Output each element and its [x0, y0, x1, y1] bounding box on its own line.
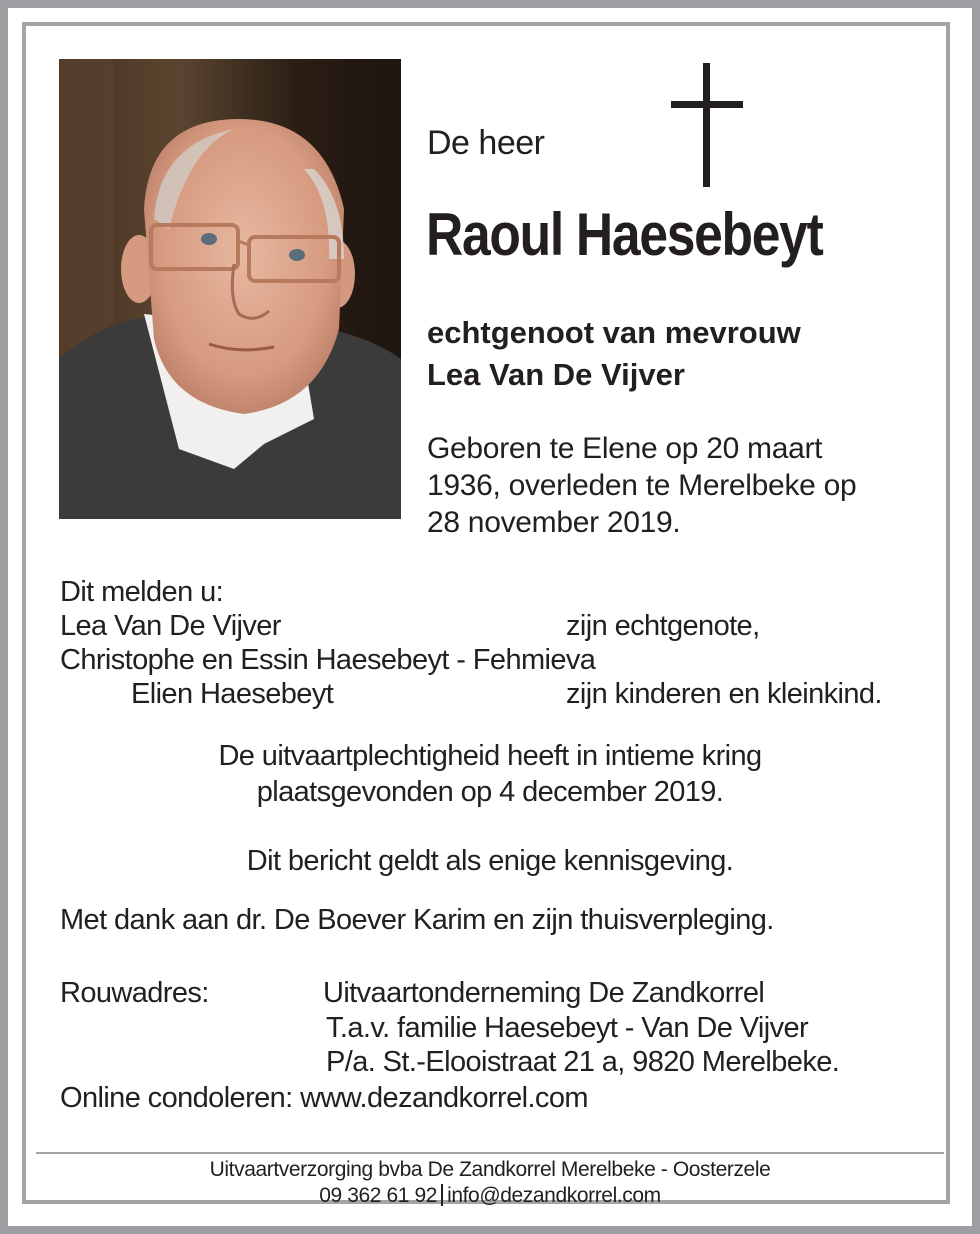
portrait-image [59, 59, 401, 519]
announcement-row [0, 610, 980, 646]
thanks: Met dank aan dr. De Boever Karim en zijn thuisverpleging. [60, 904, 774, 936]
cross-icon [671, 63, 743, 187]
birth-death-line: Geboren te Elene op 20 maart [427, 432, 823, 465]
relation: zijn echtgenote, [566, 610, 760, 642]
relative-name: Lea Van De Vijver [60, 610, 281, 642]
announcement-row [0, 678, 980, 714]
only-notice: Dit bericht geldt als enige kennisgeving. [246, 845, 734, 877]
mourning-address-label: Rouwadres: [60, 977, 209, 1009]
mourning-address-line: P/a. St.-Elooistraat 21 a, 9820 Merelbeke. [326, 1046, 840, 1078]
online-url-link[interactable]: www.dezandkorrel.com [300, 1082, 588, 1114]
online-label: Online condoleren: [60, 1082, 293, 1114]
announcement-row [0, 644, 980, 680]
funeral-line: De uitvaartplechtigheid heeft in intieme kring [218, 740, 762, 772]
mourning-address-line: T.a.v. familie Haesebeyt - Van De Vijver [326, 1012, 809, 1044]
spouse-line-1: echtgenoot van mevrouw [427, 315, 801, 350]
salutation: De heer [427, 124, 545, 162]
footer-email-link[interactable]: info@dezandkorrel.com [447, 1184, 661, 1207]
relative-name: Christophe en Essin Haesebeyt - Fehmieva [60, 644, 596, 676]
relation: zijn kinderen en kleinkind. [566, 678, 882, 710]
birth-death-line: 28 november 2019. [427, 506, 681, 539]
footer-phone[interactable]: 09 362 61 92 [319, 1184, 438, 1207]
online-condolence [60, 1082, 588, 1115]
birth-death-info [427, 430, 856, 541]
spouse-block [427, 312, 801, 396]
mourning-address-line: Uitvaartonderneming De Zandkorrel [323, 977, 765, 1009]
birth-death-line: 1936, overleden te Merelbeke op [427, 469, 857, 502]
separator [441, 1184, 443, 1206]
deceased-name: Raoul Haesebeyt [426, 201, 823, 268]
footer-divider [36, 1152, 944, 1154]
footer-company: Uitvaartverzorging bvba De Zandkorrel Merelbeke - Oosterzele [209, 1158, 771, 1181]
relative-name: Elien Haesebeyt [131, 678, 334, 710]
portrait-photo [59, 59, 401, 519]
spouse-line-2: Lea Van De Vijver [427, 357, 685, 392]
funeral-line: plaatsgevonden op 4 december 2019. [256, 776, 724, 808]
footer-contact [0, 1184, 980, 1208]
announcement-intro: Dit melden u: [60, 576, 224, 608]
